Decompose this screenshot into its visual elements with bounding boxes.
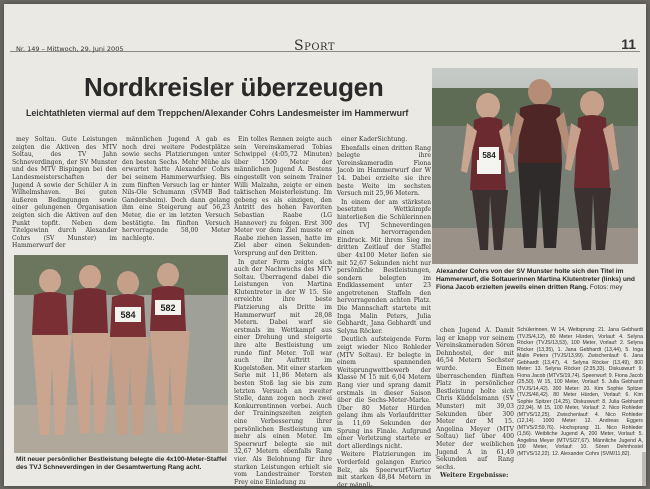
article-paragraph: Weitere Platzierungen im Vorderfeld gelangen Enrico Belz, als Speerwurf-Vierter mit starken 48,84 Metern in der männli- xyxy=(337,451,431,489)
bib-number-2: 582 xyxy=(160,303,176,313)
article-paragraph: In guter Form zeigte sich auch der Nachwuchs des MTV Soltau. Überragend dabei die Leistungen von Martina Klutentreter in der W 15. Sie erreichte ihre beste Platzierung als Dritte im Hammerwurf mit 28,08 Metern. Dabei warf sie erstmals im Wettkampf aus einer Drehung und steigerte ihre alte Bestleistung um runde fünf Meter. Toll war auch ihr Auftritt im Kugelstoßen. Mit einer starken Serie mit 11,86 Metern als besten Stoß lag sie bis zum letzten Versuch an zweiter Stelle, dann zogen noch zwei Konkurrentinnen vorbei. Auch der Trainingszeiten zeigten eine Verbesserung ihrer persönlichen Bestleistung um mehr als einen Meter. Im Speerwurf belegte sie mit 32,67 Metern ebenfalls Rang vier. Als Belohnung für ihre starken Leistungen erhielt sie vom Landestrainer Torsten Frey eine Einladung zu xyxy=(234,258,332,486)
issue-line: Nr. 149 – Mittwoch, 29. Juni 2005 xyxy=(16,45,124,53)
photo-image-relay xyxy=(14,255,228,453)
bottom-photo-caption xyxy=(16,456,230,482)
photo-athletes-three xyxy=(432,68,638,264)
section-title: Sport xyxy=(294,38,336,54)
newspaper-page xyxy=(4,4,646,489)
page-edge-marker xyxy=(642,452,646,486)
article-text-col2: männlichen Jugend A gab es noch drei weitere Podestplätze sowie sechs Platzierungen unter den besten Sechs. Mehr Mühe als erwartet hatte Alexander Cohrs bei seinem Hammerwurfsieg. Bis zum fünften Versuch lag er hinter Nils-Ole Schumann (SVMB Bad Gandersheim). Doch dann gelang ihm eine Steigerung auf 56,23 Meter, die er im letzten Versuch bestätigte. Im fünften Versuch hervorragende 58,00 Meter nachlegte. xyxy=(122,136,230,242)
article-paragraph: Deutlich aufsteigende Form zeigt wieder Nico Rohleder (MTV Soltau). Er belegte in einem spannenden Weitsprungwettbewerb der Klasse M 15 mit 6,04 Metern Rang vier und sprang damit erstmals in dieser Saison über die Sechs-Meter-Marke. Über 80 Meter Hürden gelang ihm als Vorlaufdritter in 11,69 Sekunden der Sprung ins Finale. Aufgrund einer Verletzung startete er dort allerdings nicht. xyxy=(337,336,431,450)
top-photo-caption xyxy=(436,268,642,320)
article-column-1 xyxy=(12,136,117,254)
page-number: 11 xyxy=(621,36,636,52)
results-heading: Weitere Ergebnisse: xyxy=(440,472,509,480)
article-paragraph: In einem der am stärksten besetzten Wettkämpfe hinterließen die Schülerinnen des TVJ Schneverdingen einen hervorragenden Eindruck. Mit ihrem Sieg im dritten Zeitlauf der Staffel über 4x100 Meter liefen sie mit 52,67 Sekunden nicht nur persönliche Bestleistungen, sondern belegten im Endklassement unter 23 angetretenen Staffeln den hervorragenden achten Platz. Die Mannschaft startete mit Inga Malin Peters, Julia Gebhardt, Jana Gebhardt und Selyna Röcker. xyxy=(337,198,431,335)
photo-image xyxy=(432,68,638,264)
article-paragraph: Ein tolles Rennen zeigte auch sein Vereinskamerad Tobias Schwippel (4:05,72 Minuten) über 1500 Meter der männlichen Jugend A. Bestens eingestellt von seinem Trainer Willi Malzahn, zeigte er einen taktischen Meisterleistung. Im gebeng es als einzigen, den Antritt des hohen Favoriten Sebastian Raabe (LG Hannover) zu folgen. Erst 300 Meter vor dem Ziel musste er Raabe ziehen lassen, hatte im Ziel aber einen Sekunden-Vorsprung auf den Dritten. xyxy=(234,136,332,257)
headline: Nordkreisler überzeugen xyxy=(84,72,384,102)
article-column-2 xyxy=(122,136,230,254)
photo-credit: Fotos: mey xyxy=(589,284,623,292)
subheadline: Leichtathleten viermal auf dem Treppchen/Alexander Cohrs Landesmeister im Hammerwurf xyxy=(26,108,409,118)
photo-relay-team xyxy=(14,255,228,453)
article-text-col1: mey Soltau. Gute Leistungen zeigten die Aktiven des MTV Soltau, des TV Jahn Schneverdingen, der SV Munster und des MTV Bispingen bei den Landesmeisterschaften der Jugend A sowie der Schüler A in Wilhelmshaven. Bei guten äußeren Bedingungen sowie einer gelungenen Organisation zeigten sich die Aktiven auf den Punkt topfit. Neben dem Titelgewinn durch Alexander Cohrs (SV Munster) im Hammerwurf der xyxy=(12,136,117,250)
article-column-4 xyxy=(337,136,431,489)
bottom-photo-caption-text: Mit neuer persönlicher Bestleistung belegte die 4x100-Meter-Staffel des TVJ Schneverdingen in der Gesamtwertung Rang acht. xyxy=(16,456,227,472)
article-paragraph: chen Jugend A. Damit lag er knapp vor seinem Vereinskameraden Sören Dehnhostel, der mit 46,54 Metern Sechster wurde. Einen überraschenden fünften Platz in persönlicher Bestleistung holte sich Chris Küddelsmann (SV Munster) mit 39,03 Sekunden über 300 Meter der M 15. Angelina Meyer (MTV Soltau) lief über 400 Meter der weiblichen Jugend A in 61,49 Sekunden auf Rang sechs. xyxy=(436,327,514,471)
bib-number-left: 584 xyxy=(482,151,496,160)
results-list: Schülerinnen, W 14, Weitsprung: 21. Jana Gebhardt (TVJS/4,12), 80 Meter Hürden, Vorlauf: 4. Selyna Röcker (TVJS/13,53), 100 Meter, Vorlauf: 2. Selyna Röcker (13,35), 1. Jana Gebhardt (13,44), 5. Inga Malin Peters (TVJS/13,99). Zwischenlauf: 6. Jana Gebhardt (13,47), 4. Selyna Röcker (13,49), 800 Meter: 13. Selyna Röcker (2:35,33). Diskuswurf: 9. Fiona Jacob (MTVS/19,74). Speerwurf: 9. Fiona Jacob (25,50). W 15, 100 Meter, Vorlauf: 5. Julia Gebhardt (TVJS/14,42). 300 Meter: 20. Kim Sophie Spitzer (TVJS/46,42). 80 Meter Hürden, Vorlauf: 6. Kim Sophie Spitzer (14,25). Diskuswurf: 8. Julia Gebhardt (22,94). M 15, 100 Meter, Vorlauf: 2. Nico Rohleder (MTVS/12,25). Zwischenlauf: 4. Nico Rohleder (12,14). 1000 Meter: 12. Andreas Eggers (MTVS/2:59,76). Hochsprung: 11. Nico Rohleder (1,56). Weibliche Jugend A, 200 Meter, Vorlauf: 5. Angelina Meyer (MTVS/27,67). Männliche Jugend A, 100 Meter, Vorlauf: 10. Sören Dehnhostel (MTVS/12,22). 12. Alexander Cohrs (SVM/11,82). xyxy=(517,327,643,457)
article-paragraph: Ebenfalls einen dritten Rang belegte ihre Vereinskameradin Fiona Jacob im Hammerwurf der W 14. Dabei erzielte sie ihre beste Weite im sechsten Versuch mit 25,96 Metern. xyxy=(337,144,431,198)
article-column-5 xyxy=(436,327,514,481)
article-paragraph: einer KaderSichtung. xyxy=(341,136,408,143)
bib-number-1: 584 xyxy=(120,310,136,320)
article-column-3 xyxy=(234,136,332,484)
top-photo-caption-text: Alexander Cohrs von der SV Munster holte sich den Titel im Hammerwurf, die Soltauerinnen Martina Klutentreter (links) und Fiona Jacob erzielten jeweils einen dritten Rang. xyxy=(436,268,635,292)
